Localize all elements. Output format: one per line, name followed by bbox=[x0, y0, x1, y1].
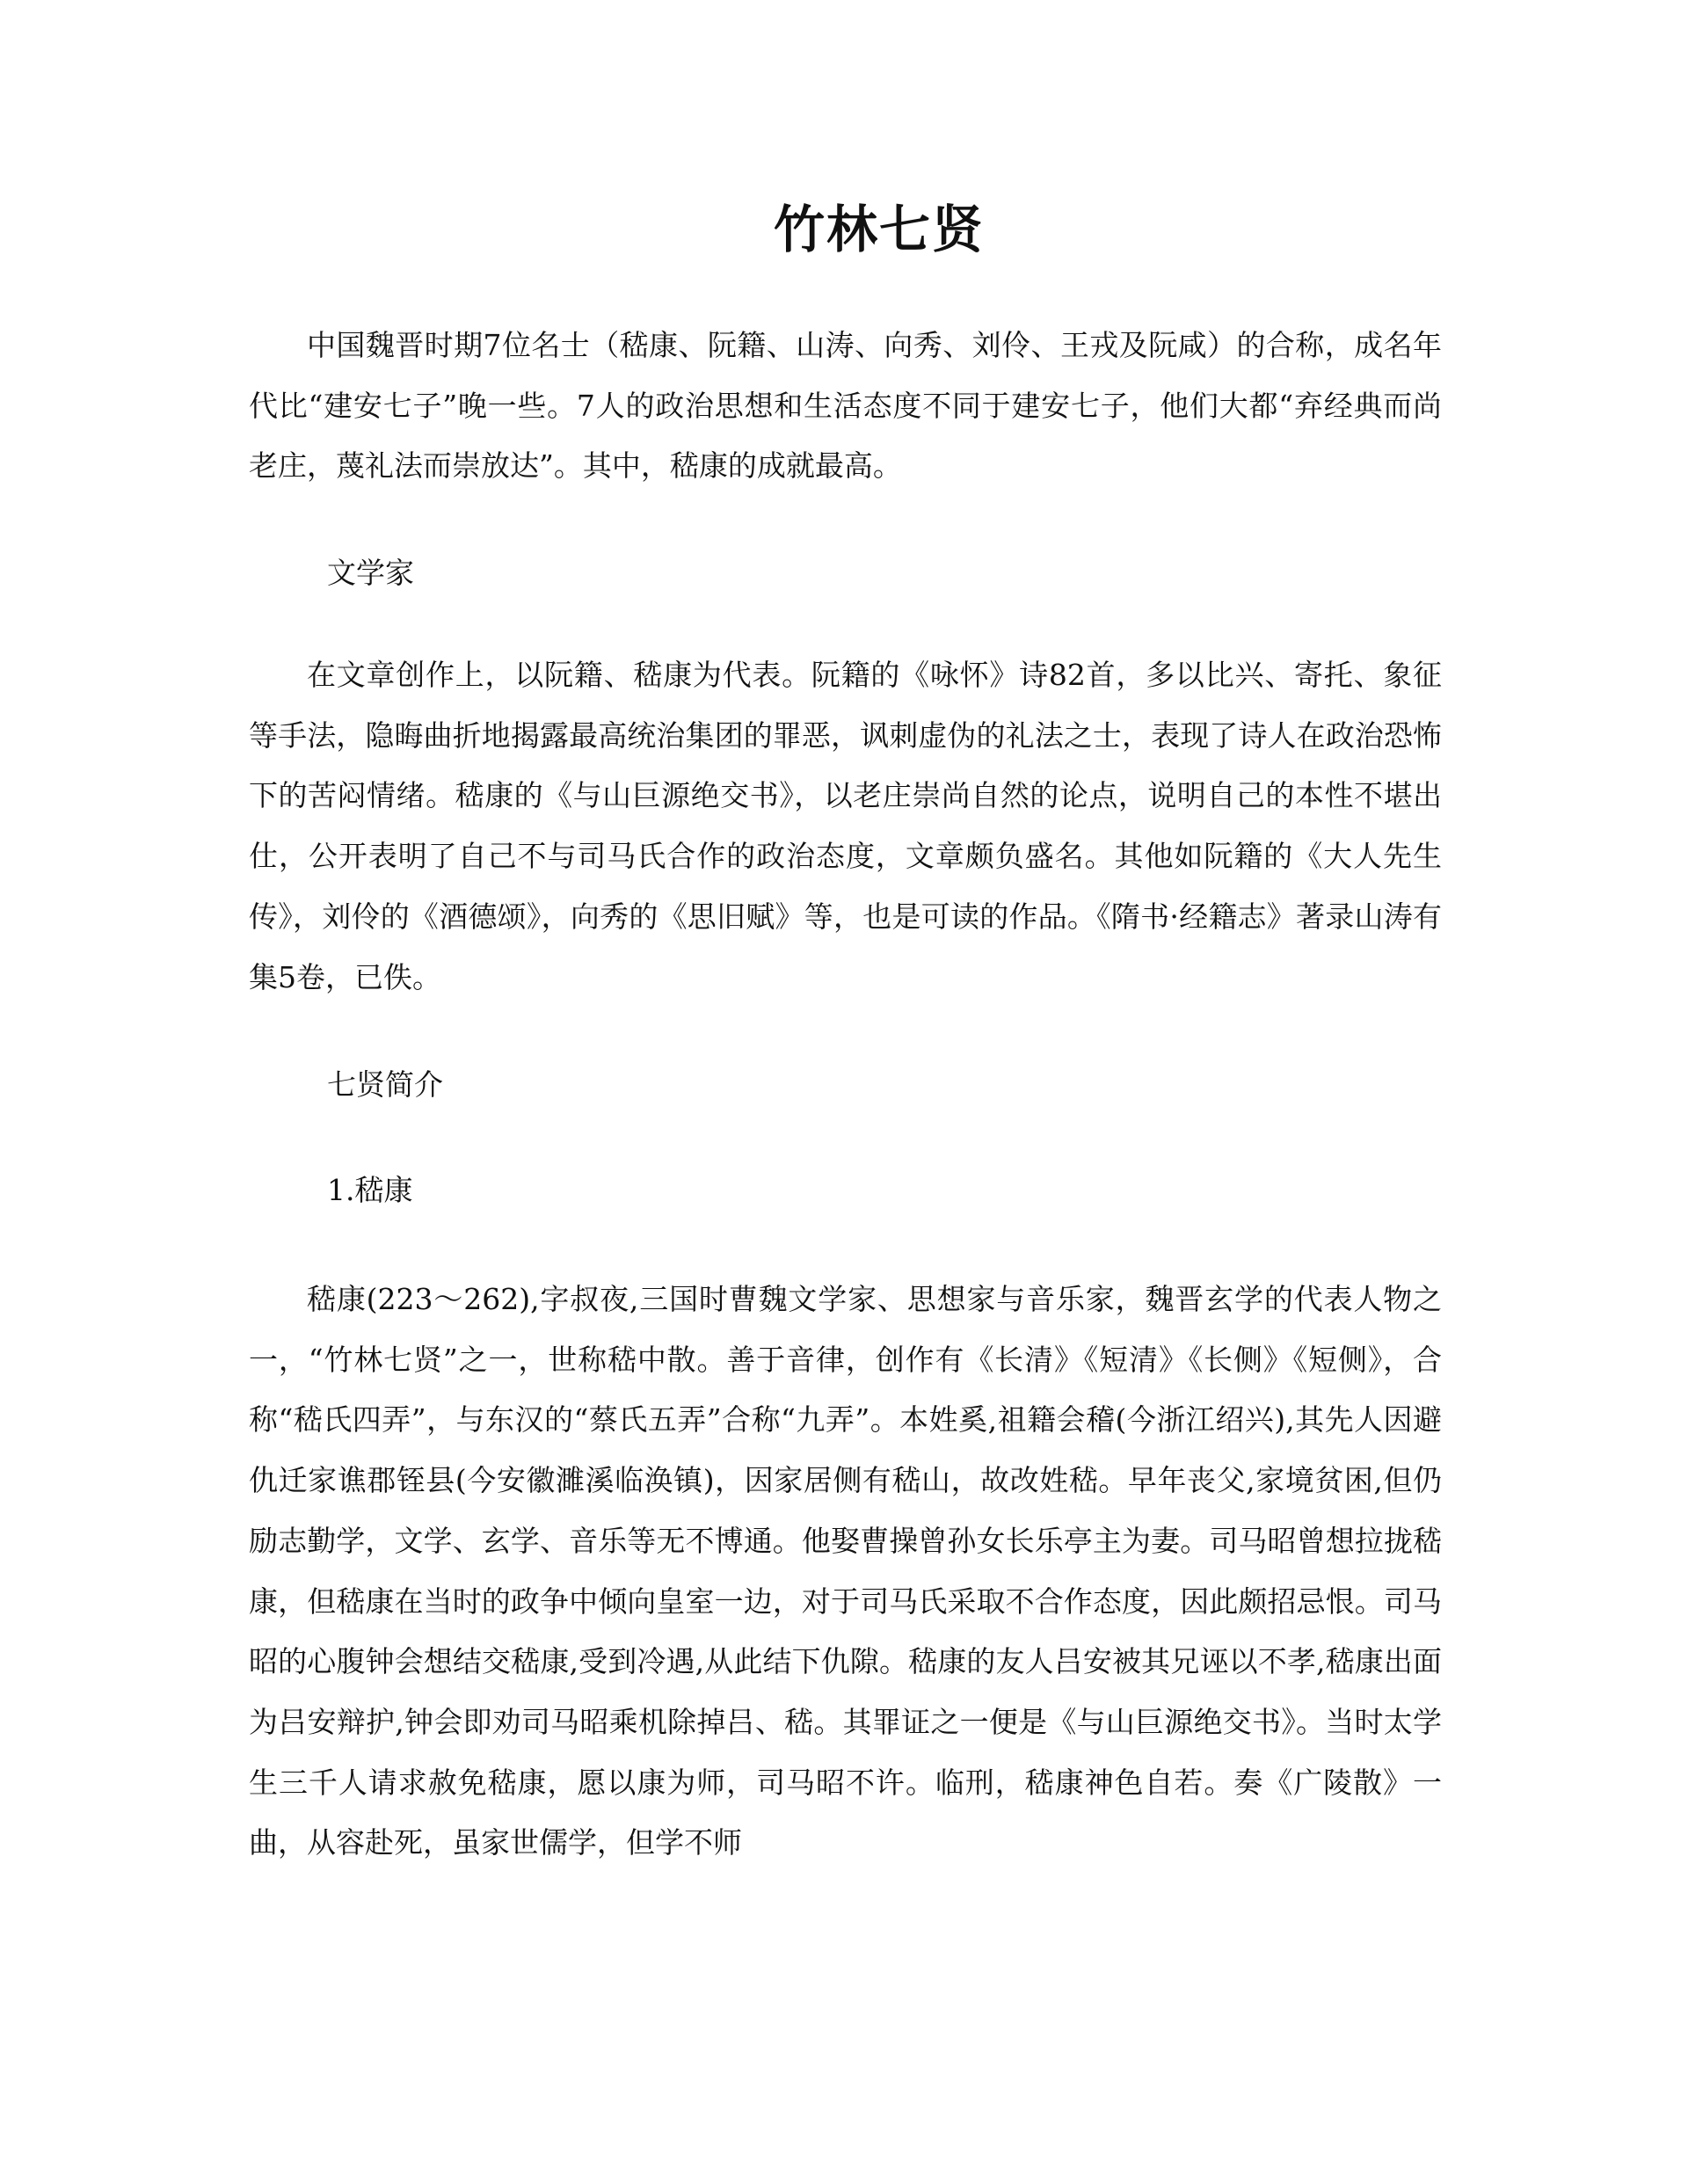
intro-paragraph: 中国魏晋时期7位名士（嵇康、阮籍、山涛、向秀、刘伶、王戎及阮咸）的合称，成名年代比“建安七子”晚一些。7人的政治思想和生活态度不同于建安七子，他们大都“弃经典而尚老庄，蔑礼法而崇放达”。其中，嵇康的成就最高。 bbox=[249, 328, 1442, 484]
jikang-heading: 1.嵇康 bbox=[327, 1173, 413, 1207]
literature-heading: 文学家 bbox=[327, 556, 414, 590]
literature-paragraph: 在文章创作上，以阮籍、嵇康为代表。阮籍的《咏怀》诗82首，多以比兴、寄托、象征等手法，隐晦曲折地揭露最高统治集团的罪恶，讽刺虚伪的礼法之士，表现了诗人在政治恐怖下的苦闷情绪。嵇康的《与山巨源绝交书》，以老庄崇尚自然的论点，说明自己的本性不堪出仕，公开表明了自己不与司马氏合作的政治态度，文章颇负盛名。其他如阮籍的《大人先生传》，刘伶的《酒德颂》，向秀的《思旧赋》等，也是可读的作品。《隋书·经籍志》著录山涛有集5卷，已佚。 bbox=[249, 658, 1442, 994]
document-title: 竹林七贤 bbox=[773, 200, 985, 259]
seven-sages-heading: 七贤简介 bbox=[327, 1067, 443, 1102]
jikang-paragraph: 嵇康(223～262),字叔夜,三国时曹魏文学家、思想家与音乐家，魏晋玄学的代表人物之一，“竹林七贤”之一，世称嵇中散。善于音律，创作有《长清》《短清》《长侧》《短侧》，合称“嵇氏四弄”，与东汉的“蔡氏五弄”合称“九弄”。本姓奚,祖籍会稽(今浙江绍兴),其先人因避仇迁家谯郡铚县(今安徽濉溪临涣镇)，因家居侧有嵇山，故改姓嵇。早年丧父,家境贫困,但仍励志勤学，文学、玄学、音乐等无不博通。他娶曹操曾孙女长乐亭主为妻。司马昭曾想拉拢嵇康，但嵇康在当时的政争中倾向皇室一边，对于司马氏采取不合作态度，因此颇招忌恨。司马昭的心腹钟会想结交嵇康,受到冷遇,从此结下仇隙。嵇康的友人吕安被其兄诬以不孝,嵇康出面为吕安辩护,钟会即劝司马昭乘机除掉吕、嵇。其罪证之一便是《与山巨源绝交书》。当时太学生三千人请求赦免嵇康，愿以康为师，司马昭不许。临刑，嵇康神色自若。奏《广陵散》一曲，从容赴死，虽家世儒学，但学不师 bbox=[249, 1282, 1442, 1860]
